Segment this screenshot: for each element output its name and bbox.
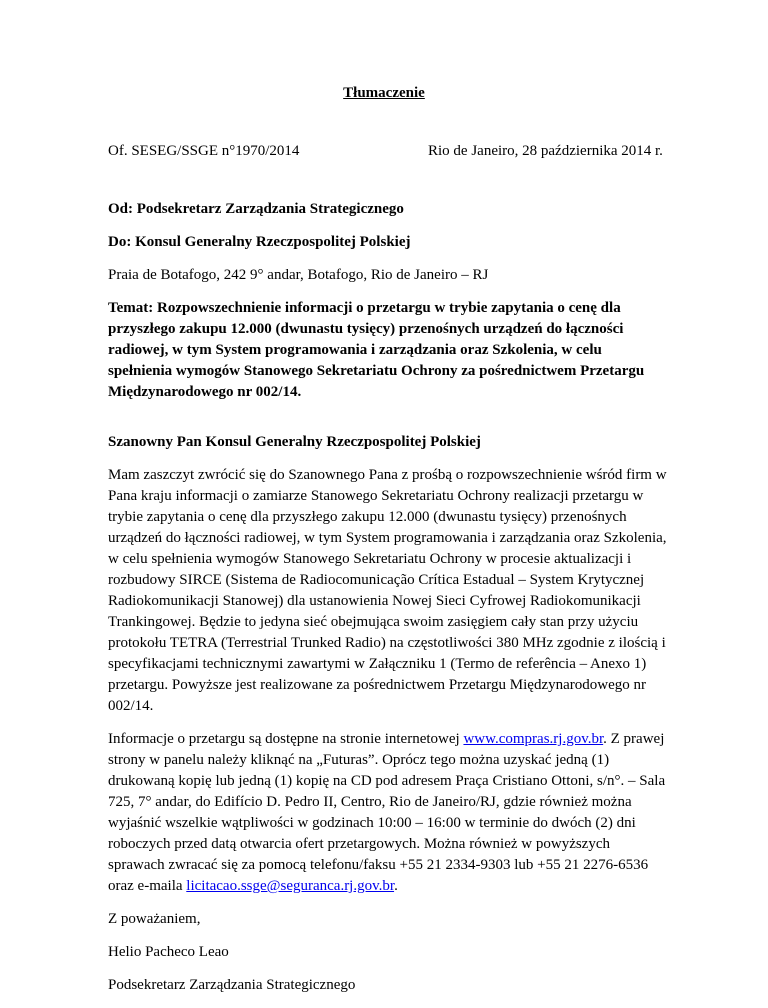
- signatory-name: Helio Pacheco Leao: [108, 944, 229, 960]
- salutation: Szanowny Pan Konsul Generalny Rzeczpospolitej Polskiej: [108, 434, 481, 450]
- to-line: Do: Konsul Generalny Rzeczpospolitej Polskiej: [108, 234, 411, 250]
- reference-number: Of. SESEG/SSGE n°1970/2014: [108, 143, 300, 159]
- paragraph-2-end: .: [394, 878, 398, 894]
- email-link[interactable]: licitacao.ssge@seguranca.rj.gov.br: [186, 878, 395, 894]
- from-line: Od: Podsekretarz Zarządzania Strategicznego: [108, 201, 404, 217]
- document-title: Tłumaczenie: [343, 85, 425, 101]
- recipient-address: Praia de Botafogo, 242 9° andar, Botafogo, Rio de Janeiro – RJ: [108, 267, 489, 283]
- website-link[interactable]: www.compras.rj.gov.br: [463, 731, 604, 747]
- paragraph-2-middle: . Z prawej strony w panelu należy kliknąć na „Futuras”. Oprócz tego można uzyskać jedną (1) drukowaną kopię lub jedną (1) kopię na CD pod adresem Praça Cristiano Ottoni, s/n°. – Sala 725, 7° andar, do Edifício D. Pedro II, Centro, Rio de Janeiro/RJ, gdzie również można wyjaśnić wszelkie wątpliwości w godzinach 10:00 – 16:00 w terminie do dwóch (2) dni roboczych przed datą otwarcia ofert przetargowych. Można również w powyższych sprawach zwracać się za pomocą telefonu/faksu +55 21 2334-9303 lub +55 21 2276-6536 oraz e-maila: [108, 731, 666, 894]
- closing-regards: Z poważaniem,: [108, 911, 201, 927]
- letter-content: [108, 199, 668, 1008]
- body-paragraph-1: Mam zaszczyt zwrócić się do Szanownego Pana z prośbą o rozpowszechnienie wśród firm w Pana kraju informacji o zamiarze Stanowego Sekretariatu Ochrony realizacji przetargu w trybie zapytania o cenę dla przyszłego zakupu 12.000 (dwunastu tysięcy) przenośnych urządzeń do łączności radiowej, w tym System programowania i zarządzania oraz Szkolenia, w celu spełnienia wymogów Stanowego Sekretariatu Ochrony w procesie aktualizacji i rozbudowy SIRCE (Sistema de Radiocomunicação Crítica Estadual – System Krytycznej Radiokomunikacji Stanowej) dla ustanowienia Nowej Sieci Cyfrowej Radiokomunikacji Trankingowej. Będzie to jedyna sieć obejmująca swoim zasięgiem cały stan przy użyciu protokołu TETRA (Terrestrial Trunked Radio) na częstotliwości 380 MHz zgodnie z ilością i specyfikacjami technicznymi zawartymi w Załączniku 1 (Termo de referência – Anexo 1) przetargu. Powyższe jest realizowane za pośrednictwem Przetargu Międzynarodowego nr 002/14.: [108, 467, 667, 714]
- paragraph-2-intro: Informacje o przetargu są dostępne na stronie internetowej: [108, 731, 464, 747]
- signatory-title: Podsekretarz Zarządzania Strategicznego: [108, 977, 356, 993]
- subject-line: Temat: Rozpowszechnienie informacji o przetargu w trybie zapytania o cenę dla przyszłego zakupu 12.000 (dwunastu tysięcy) przenośnych urządzeń do łączności radiowej, w tym System programowania i zarządzania oraz Szkolenia, w celu spełnienia wymogów Stanowego Sekretariatu Ochrony za pośrednictwem Przetargu Międzynarodowego nr 002/14.: [108, 300, 645, 400]
- body-paragraph-2: [108, 729, 668, 897]
- place-and-date: Rio de Janeiro, 28 października 2014 r.: [428, 143, 663, 159]
